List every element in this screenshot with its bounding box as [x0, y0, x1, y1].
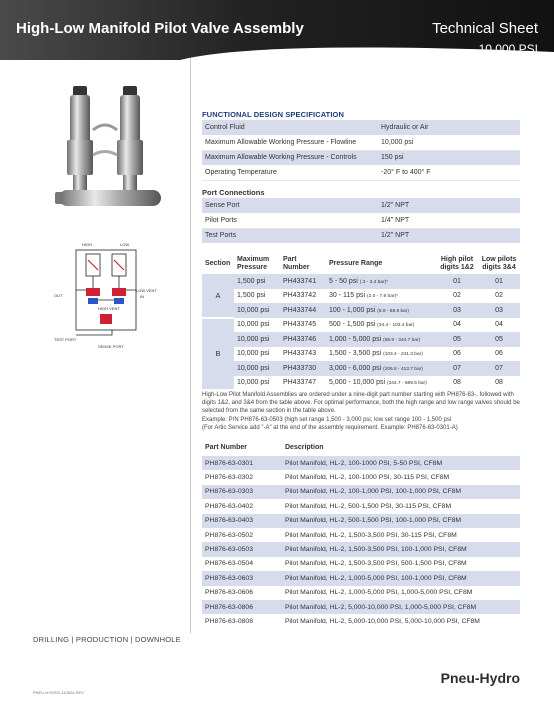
table-row [202, 228, 520, 243]
header-banner [0, 0, 554, 66]
table-row [202, 213, 520, 228]
brand-logo: Pneu-Hydro [440, 670, 520, 686]
range-bar: (103.4 - 241.3 bar) [383, 352, 423, 358]
pressure-range-cell [326, 303, 436, 318]
col-high-pilot: High pilot digits 1&2 [440, 255, 474, 271]
port-label: Test Ports [202, 228, 378, 243]
col-low-pilot: Low pilots digits 3&4 [481, 255, 517, 271]
table-row [202, 289, 520, 304]
range-psi: 3,000 - 6,000 psi [329, 364, 382, 372]
part-cell: PH876-63-0303 [202, 485, 282, 499]
table-row [202, 614, 520, 628]
low-pilot-cell: 02 [495, 292, 503, 300]
low-pilot-cell: 07 [478, 361, 520, 376]
range-bar: (2.0 - 7.9 bar)* [367, 294, 398, 300]
range-psi: 100 - 1,000 psi [329, 306, 376, 314]
spec-value: -20° F to 400° F [378, 165, 520, 180]
table-row [202, 120, 520, 135]
table-row [202, 557, 520, 571]
part-cell: PH876-63-0502 [205, 531, 253, 539]
desc-cell: Pilot Manifold, HL-2, 100-1,000 PSI, 100-1,000 PSI, CF8M [282, 485, 520, 499]
desc-cell: Pilot Manifold, HL-2, 1,500-3,500 PSI, 100-1,000 PSI, CF8M [282, 542, 520, 556]
part-number-cell: PH433730 [280, 361, 326, 376]
high-pilot-cell: 06 [453, 350, 461, 358]
desc-cell: Pilot Manifold, HL-2, 5,000-10,000 PSI, 5,000-10,000 PSI, CF8M [285, 617, 480, 625]
low-pilot-cell: 03 [478, 303, 520, 318]
pressure-rating: 10,000 PSI [478, 42, 538, 56]
spec-value: Hydraulic or Air [378, 120, 520, 135]
part-cell: PH876-63-0301 [202, 456, 282, 470]
high-pilot-cell: 03 [436, 303, 478, 318]
product-image [55, 80, 165, 220]
col-section: Section [205, 259, 231, 267]
part-number-cell: PH433746 [280, 332, 326, 347]
table-row [202, 361, 520, 376]
high-pilot-cell: 04 [453, 321, 461, 329]
table-row [202, 499, 520, 513]
range-psi: 5 - 50 psi [329, 277, 358, 285]
range-psi: 500 - 1,500 psi [329, 321, 376, 329]
col-pressure-range: Pressure Range [329, 259, 383, 267]
schematic-label-test-port: TEST PORT [54, 337, 77, 342]
part-cell: PH876-63-0503 [202, 542, 282, 556]
high-pilot-cell: 08 [453, 379, 461, 387]
example-note: Example: P/N PH876-63-0503 (high set range 1,500 - 3,000 psi; low set range 100 - 1,500 psi [202, 417, 452, 423]
pressure-range-cell [326, 318, 436, 333]
max-pressure-cell: 10,000 psi [234, 361, 280, 376]
pressure-range-cell [326, 332, 436, 347]
table-row [202, 514, 520, 528]
table-row [202, 528, 520, 542]
part-cell: PH876-63-0403 [202, 514, 282, 528]
part-number-cell: PH433742 [283, 292, 317, 300]
low-pilot-cell: 04 [495, 321, 503, 329]
functional-spec-title: FUNCTIONAL DESIGN SPECIFICATION [202, 110, 344, 119]
pressure-range-table [202, 254, 520, 391]
max-pressure-cell: 10,000 psi [237, 379, 270, 387]
range-bar: (34.4 - 103.4 bar) [377, 323, 415, 329]
max-pressure-cell: 10,000 psi [234, 332, 280, 347]
port-value: 1/4" NPT [378, 213, 520, 228]
part-cell: PH876-63-0603 [202, 571, 282, 585]
section-cell: A [202, 274, 234, 318]
range-bar: (344.7 - 689.5 bar) [387, 381, 427, 387]
schematic-label-high-vent: HIGH VENT [98, 306, 120, 311]
range-psi: 1,000 - 5,000 psi [329, 335, 382, 343]
max-pressure-cell: 10,000 psi [237, 321, 270, 329]
col-part-number: Part Number [205, 443, 248, 451]
schematic-label-in: IN [140, 294, 144, 299]
range-bar: (68.9 - 344.7 bar) [383, 337, 421, 343]
table-row [202, 274, 520, 289]
range-psi: 1,500 - 3,500 psi [329, 350, 382, 358]
table-row [202, 332, 520, 347]
part-cell: PH876-63-0402 [205, 502, 253, 510]
pressure-range-cell [326, 274, 436, 289]
low-pilot-cell: 06 [495, 350, 503, 358]
schematic-label-high: HIGH [82, 242, 92, 247]
artic-note: (For Artic Service add "-A" at the end of the assembly requirement. Example: PH876-63-0301-A) [202, 425, 458, 431]
max-pressure-cell: 1,500 psi [237, 292, 266, 300]
high-pilot-cell: 02 [453, 292, 461, 300]
spec-label: Operating Temperature [202, 165, 378, 180]
spec-value: 10,000 psi [378, 135, 520, 150]
port-label: Pilot Ports [202, 213, 378, 228]
desc-cell: Pilot Manifold, HL-2, 1,000-5,000 PSI, 1,000-5,000 PSI, CF8M [285, 589, 473, 597]
table-header-row [202, 438, 520, 456]
table-row [202, 542, 520, 556]
part-cell: PH876-63-0606 [205, 589, 253, 597]
part-cell: PH876-63-0302 [205, 474, 253, 482]
part-number-cell: PH433741 [280, 274, 326, 289]
pressure-range-cell [326, 376, 436, 391]
table-row [202, 456, 520, 470]
part-number-cell: PH433743 [283, 350, 317, 358]
low-pilot-cell: 01 [478, 274, 520, 289]
port-connections-title: Port Connections [202, 188, 265, 197]
schematic-label-low-vent: LOW VENT [136, 288, 157, 293]
range-bar: (6.9 - 68.9 bar) [377, 308, 409, 314]
document-code: PNEU-HYDRO-110824-REV [33, 690, 84, 695]
table-row [202, 470, 520, 484]
table-row [202, 485, 520, 499]
max-pressure-cell: 1,500 psi [234, 274, 280, 289]
table-row [202, 303, 520, 318]
pressure-range-cell [326, 361, 436, 376]
table-row [202, 318, 520, 333]
spec-label: Control Fluid [202, 120, 378, 135]
column-divider [190, 58, 191, 633]
desc-cell: Pilot Manifold, HL-2, 100-1000 PSI, 5-50 PSI, CF8M [282, 456, 520, 470]
part-cell: PH876-63-0806 [202, 600, 282, 614]
port-value: 1/2" NPT [378, 228, 520, 243]
high-pilot-cell: 01 [436, 274, 478, 289]
col-description: Description [285, 443, 324, 451]
hydraulic-schematic [52, 240, 172, 350]
spec-label: Maximum Allowable Working Pressure - Flowline [202, 135, 378, 150]
table-row [202, 600, 520, 614]
high-pilot-cell: 07 [436, 361, 478, 376]
ordering-note: High-Low Pilot Manifold Assemblies are ordered under a nine-digit part number starting with PH876-63-, followed with digits 1&2, and 3&4 from the table above. For optimal performance, both the high range and low range valves should be selected from the same section in the table above. [202, 392, 520, 414]
part-cell: PH876-63-0808 [205, 617, 253, 625]
desc-cell: Pilot Manifold, HL-2, 500-1,500 PSI, 100-1,000 PSI, CF8M [282, 514, 520, 528]
desc-cell: Pilot Manifold, HL-2, 1,500-3,500 PSI, 30-115 PSI, CF8M [285, 531, 457, 539]
table-row [202, 571, 520, 585]
schematic-label-out: OUT [54, 293, 63, 298]
functional-spec-table [202, 120, 520, 181]
pressure-range-cell [326, 289, 436, 304]
sheet-label: Technical Sheet [432, 20, 538, 37]
parts-table [202, 438, 520, 629]
table-row [202, 376, 520, 391]
range-bar: (.3 - 3.4 bar)* [359, 279, 389, 285]
range-psi: 30 - 115 psi [329, 292, 366, 300]
max-pressure-cell: 10,000 psi [234, 303, 280, 318]
port-label: Sense Port [202, 198, 378, 213]
desc-cell: Pilot Manifold, HL-2, 5,000-10,000 PSI, 1,000-5,000 PSI, CF8M [282, 600, 520, 614]
desc-cell: Pilot Manifold, HL-2, 500-1,500 PSI, 30-115 PSI, CF8M [285, 502, 452, 510]
part-number-cell: PH433745 [283, 321, 317, 329]
table-row [202, 347, 520, 362]
desc-cell: Pilot Manifold, HL-2, 100-1000 PSI, 30-115 PSI, CF8M [285, 474, 450, 482]
port-connections-table [202, 198, 520, 243]
schematic-label-sense-port: SENSE PORT [98, 344, 124, 349]
low-pilot-cell: 05 [478, 332, 520, 347]
table-row [202, 198, 520, 213]
max-pressure-cell: 10,000 psi [237, 350, 270, 358]
range-bar: (206.8 - 413.7 bar) [383, 366, 423, 372]
spec-value: 150 psi [378, 150, 520, 165]
table-row [202, 150, 520, 165]
range-psi: 5,000 - 10,000 psi [329, 379, 386, 387]
pressure-range-cell [326, 347, 436, 362]
table-row [202, 586, 520, 600]
part-cell: PH876-63-0504 [205, 560, 253, 568]
page-title: High-Low Manifold Pilot Valve Assembly [16, 20, 304, 37]
col-part-number: Part Number [283, 255, 310, 271]
industry-segments: DRILLING | PRODUCTION | DOWNHOLE [33, 635, 181, 644]
low-pilot-cell: 08 [495, 379, 503, 387]
port-value: 1/2" NPT [378, 198, 520, 213]
table-row [202, 135, 520, 150]
desc-cell: Pilot Manifold, HL-2, 1,500-3,500 PSI, 500-1,500 PSI, CF8M [285, 560, 467, 568]
schematic-label-low: LOW [120, 242, 130, 247]
section-cell: B [202, 318, 234, 391]
table-row [202, 165, 520, 180]
desc-cell: Pilot Manifold, HL-2, 1,000-5,000 PSI, 100-1,000 PSI, CF8M [282, 571, 520, 585]
part-number-cell: PH433747 [283, 379, 317, 387]
spec-label: Maximum Allowable Working Pressure - Controls [202, 150, 378, 165]
table-header-row [202, 254, 520, 274]
col-max-pressure: Maximum Pressure [237, 255, 270, 271]
high-pilot-cell: 05 [436, 332, 478, 347]
part-number-cell: PH433744 [280, 303, 326, 318]
